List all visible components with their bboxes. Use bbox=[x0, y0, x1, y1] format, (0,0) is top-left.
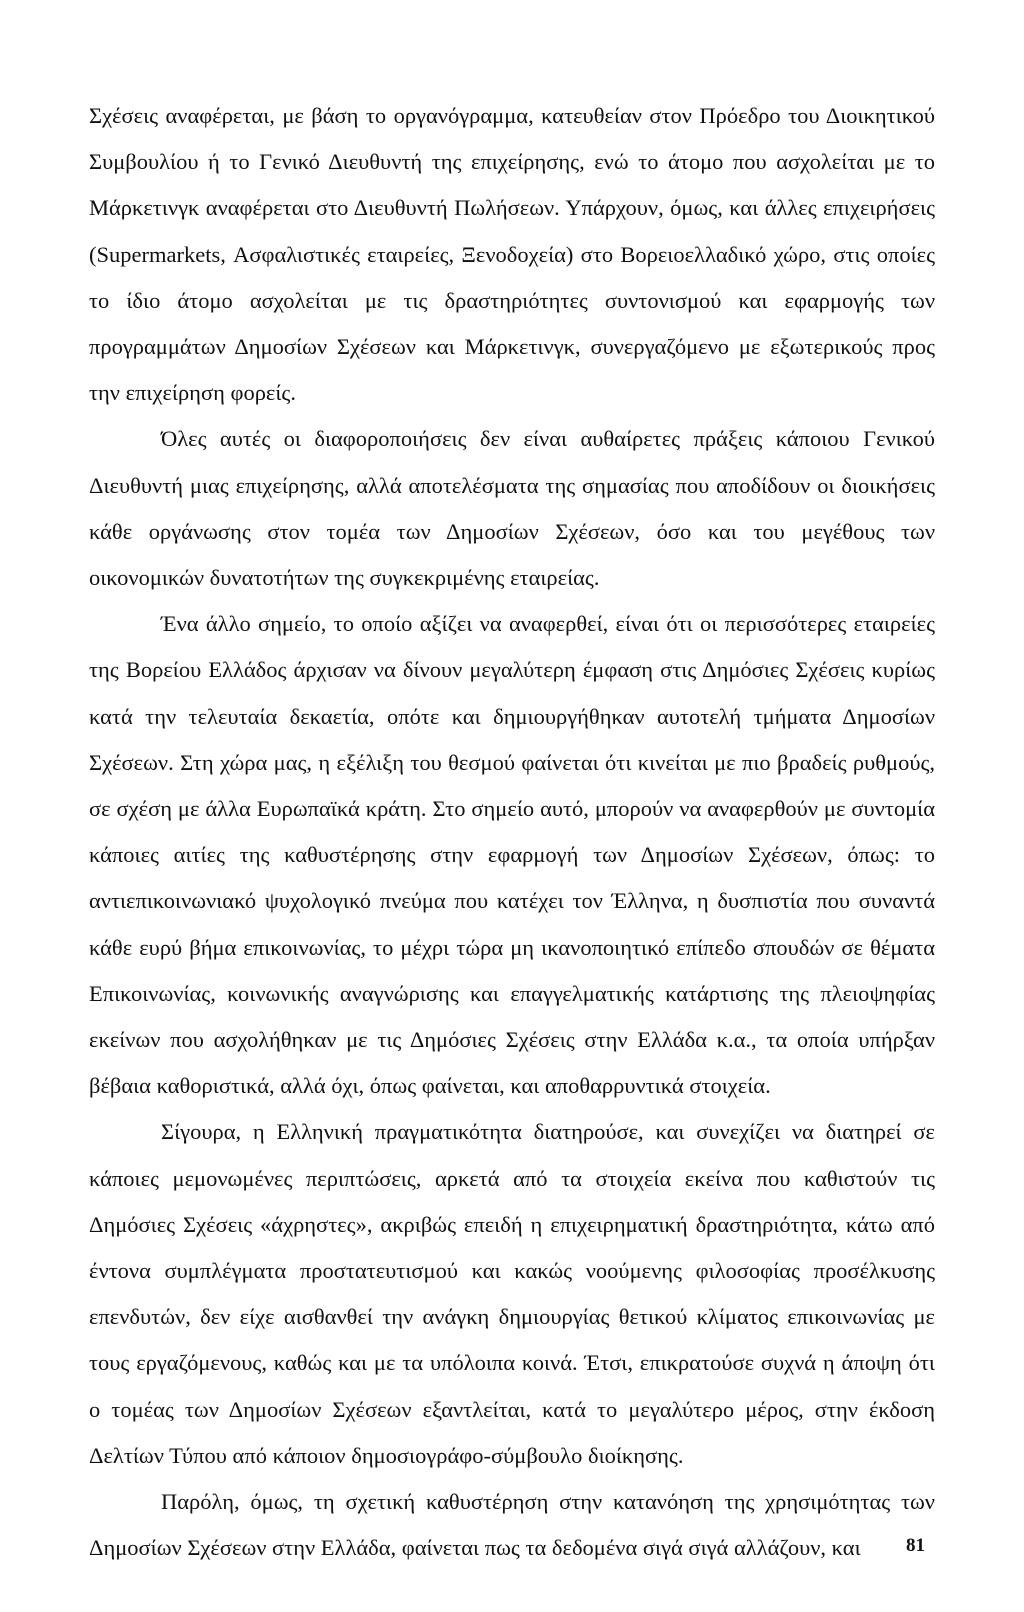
paragraph-2: Όλες αυτές οι διαφοροποιήσεις δεν είναι αυθαίρετες πράξεις κάποιου Γενικού Διευθυντή μιας επιχείρησης, αλλά αποτελέσματα της σημασίας που αποδίδουν οι διοικήσεις κάθε οργάνωσης στον τομέα των Δημοσίων Σχέσεων, όσο και του μεγέθους των οικονομικών δυνατοτήτων της συγκεκριμένης εταιρείας. bbox=[89, 426, 935, 591]
paragraph-3: Ένα άλλο σημείο, το οποίο αξίζει να αναφερθεί, είναι ότι οι περισσότερες εταιρείες της Βορείου Ελλάδος άρχισαν να δίνουν μεγαλύτερη έμφαση στις Δημόσιες Σχέσεις κυρίως κατά την τελευταία δεκαετία, οπότε και δημιουργήθηκαν αυτοτελή τμήματα Δημοσίων Σχέσεων. Στη χώρα μας, η εξέλιξη του θεσμού φαίνεται ότι κινείται με πιο βραδείς ρυθμούς, σε σχέση με άλλα Ευρωπαϊκά κράτη. Στο σημείο αυτό, μπορούν να αναφερθούν με συντομία κάποιες αιτίες της καθυστέρησης στην εφαρμογή των Δημοσίων Σχέσεων, όπως: το αντιεπικοινωνιακό ψυχολογικό πνεύμα που κατέχει τον Έλληνα, η δυσπιστία που συναντά κάθε ευρύ βήμα επικοινωνίας, το μέχρι τώρα μη ικανοποιητικό επίπεδο σπουδών σε θέματα Επικοινωνίας, κοινωνικής αναγνώρισης και επαγγελματικής κατάρτισης της πλειοψηφίας εκείνων που ασχολήθηκαν με τις Δημόσιες Σχέσεις στην Ελλάδα κ.α., τα οποία υπήρξαν βέβαια καθοριστικά, αλλά όχι, όπως φαίνεται, και αποθαρρυντικά στοιχεία. bbox=[89, 611, 935, 1099]
paragraph-1: Σχέσεις αναφέρεται, με βάση το οργανόγραμμα, κατευθείαν στον Πρόεδρο του Διοικητικού Συμβουλίου ή το Γενικό Διευθυντή της επιχείρησης, ενώ το άτομο που ασχολείται με το Μάρκετινγκ αναφέρεται στο Διευθυντή Πωλήσεων. Υπάρχουν, όμως, και άλλες επιχειρήσεις (Supermarkets, Ασφαλιστικές εταιρείες, Ξενοδοχεία) στο Βορειοελλαδικό χώρο, στις οποίες το ίδιο άτομο ασχολείται με τις δραστηριότητες συντονισμού και εφαρμογής των προγραμμάτων Δημοσίων Σχέσεων και Μάρκετινγκ, συνεργαζόμενο με εξωτερικούς προς την επιχείρηση φορείς. bbox=[89, 103, 935, 406]
paragraph-4: Σίγουρα, η Ελληνική πραγματικότητα διατηρούσε, και συνεχίζει να διατηρεί σε κάποιες μεμονωμένες περιπτώσεις, αρκετά από τα στοιχεία εκείνα που καθιστούν τις Δημόσιες Σχέσεις «άχρηστες», ακριβώς επειδή η επιχειρηματική δραστηριότητα, κάτω από έντονα συμπλέγματα προστατευτισμού και κακώς νοούμενης φιλοσοφίας προσέλκυσης επενδυτών, δεν είχε αισθανθεί την ανάγκη δημιουργίας θετικού κλίματος επικοινωνίας με τους εργαζόμενους, καθώς και με τα υπόλοιπα κοινά. Έτσι, επικρατούσε συχνά η άποψη ότι ο τομέας των Δημοσίων Σχέσεων εξαντλείται, κατά το μεγαλύτερο μέρος, στην έκδοση Δελτίων Τύπου από κάποιον δημοσιογράφο-σύμβουλο διοίκησης. bbox=[89, 1119, 935, 1468]
page-number: 81 bbox=[906, 1535, 925, 1556]
body-text bbox=[89, 93, 935, 1572]
paragraph-5: Παρόλη, όμως, τη σχετική καθυστέρηση στην κατανόηση της χρησιμότητας των Δημοσίων Σχέσεων στην Ελλάδα, φαίνεται πως τα δεδομένα σιγά σιγά αλλάζουν, και bbox=[89, 1489, 935, 1561]
